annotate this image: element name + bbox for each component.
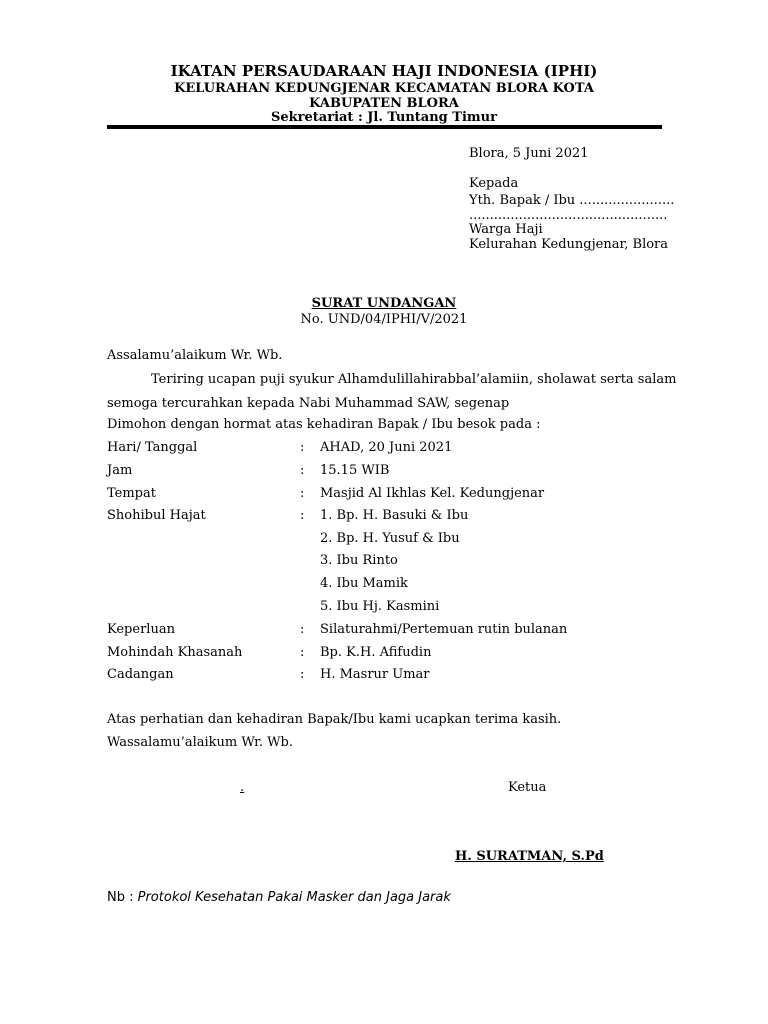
signer-name: H. SURATMAN, S.Pd xyxy=(455,849,604,864)
tempat-label: Tempat xyxy=(107,486,156,501)
jam-label: Jam xyxy=(107,463,133,478)
farewell: Wassalamu’alaikum Wr. Wb. xyxy=(107,735,293,750)
signer-role: Ketua xyxy=(508,780,547,795)
hari-label: Hari/ Tanggal xyxy=(107,440,198,455)
keperluan-label: Keperluan xyxy=(107,622,175,637)
mohindah-value: Bp. K.H. Afifudin xyxy=(320,645,432,660)
cadangan-label: Cadangan xyxy=(107,667,174,682)
keperluan-value: Silaturahmi/Pertemuan rutin bulanan xyxy=(320,622,568,637)
jam-colon: : xyxy=(300,463,305,478)
mohindah-label: Mohindah Khasanah xyxy=(107,645,243,660)
tempat-value: Masjid Al Ikhlas Kel. Kedungjenar xyxy=(320,486,545,501)
note xyxy=(107,890,451,905)
note-text: Protokol Kesehatan Pakai Masker dan Jaga Jarak xyxy=(137,890,451,905)
mohindah-colon: : xyxy=(300,645,305,660)
recipient-yth: Yth. Bapak / Ibu ....................... xyxy=(469,193,675,208)
cadangan-colon: : xyxy=(300,667,305,682)
hari-colon: : xyxy=(300,440,305,455)
signature-dot: . xyxy=(240,780,245,795)
place-date: Blora, 5 Juni 2021 xyxy=(469,146,589,161)
tempat-colon: : xyxy=(300,486,305,501)
note-prefix: Nb : xyxy=(107,890,138,905)
recipient-group: Warga Haji xyxy=(469,222,543,237)
organization-kelurahan: KELURAHAN KEDUNGJENAR KECAMATAN BLORA KOTA xyxy=(174,81,594,96)
recipient-dots: ................................................ xyxy=(469,208,668,223)
recipient-to-label: Kepada xyxy=(469,176,519,191)
hari-value: AHAD, 20 Juni 2021 xyxy=(320,440,453,455)
letterhead-divider xyxy=(107,125,662,129)
letter-title: SURAT UNDANGAN xyxy=(311,296,457,311)
greeting: Assalamu’alaikum Wr. Wb. xyxy=(107,348,283,363)
organization-name: IKATAN PERSAUDARAAN HAJI INDONESIA (IPHI) xyxy=(170,62,598,80)
jam-value: 15.15 WIB xyxy=(320,463,390,478)
paragraph-line-1: Teriring ucapan puji syukur Alhamdulillahirabbal’alamiin, sholawat serta salam xyxy=(151,372,677,387)
cadangan-value: H. Masrur Umar xyxy=(320,667,430,682)
shohibul-item-5: 5. Ibu Hj. Kasmini xyxy=(320,599,440,614)
shohibul-colon: : xyxy=(300,508,305,523)
shohibul-label: Shohibul Hajat xyxy=(107,508,206,523)
shohibul-item-4: 4. Ibu Mamik xyxy=(320,576,408,591)
invitation-sentence: Dimohon dengan hormat atas kehadiran Bapak / Ibu besok pada : xyxy=(107,417,541,432)
letter-number: No. UND/04/IPHI/V/2021 xyxy=(300,312,468,327)
shohibul-item-2: 2. Bp. H. Yusuf & Ibu xyxy=(320,531,460,546)
shohibul-item-3: 3. Ibu Rinto xyxy=(320,553,398,568)
recipient-location: Kelurahan Kedungjenar, Blora xyxy=(469,237,669,252)
organization-kabupaten: KABUPATEN BLORA xyxy=(309,96,459,111)
paragraph-line-2: semoga tercurahkan kepada Nabi Muhammad SAW, segenap xyxy=(107,396,510,411)
organization-address: Sekretariat : Jl. Tuntang Timur xyxy=(271,110,497,125)
keperluan-colon: : xyxy=(300,622,305,637)
thanks-sentence: Atas perhatian dan kehadiran Bapak/Ibu kami ucapkan terima kasih. xyxy=(107,712,562,727)
shohibul-item-1: 1. Bp. H. Basuki & Ibu xyxy=(320,508,469,523)
